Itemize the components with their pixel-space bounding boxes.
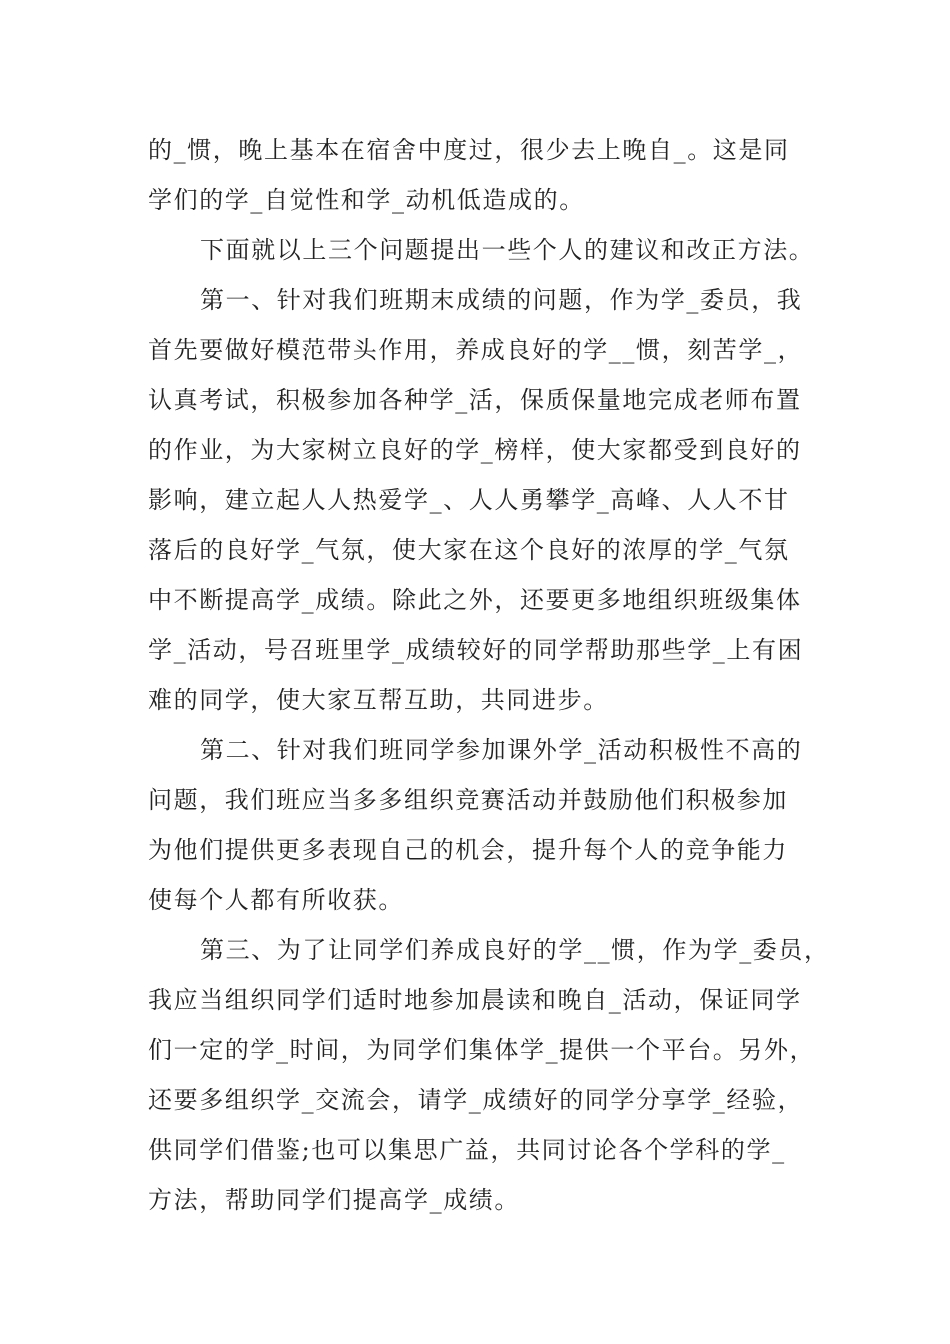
text-line: 方法，帮助同学们提高学_成绩。 xyxy=(148,1186,520,1214)
text-line: 学们的学_自觉性和学_动机低造成的。 xyxy=(148,186,585,214)
text-line: 学_活动，号召班里学_成绩较好的同学帮助那些学_上有困 xyxy=(148,636,804,664)
text-line: 难的同学，使大家互帮互助，共同进步。 xyxy=(148,686,609,714)
text-line: 供同学们借鉴;也可以集思广益，共同讨论各个学科的学_ xyxy=(148,1136,786,1164)
text-line: 下面就以上三个问题提出一些个人的建议和改正方法。 xyxy=(200,236,815,264)
text-line: 落后的良好学_气氛，使大家在这个良好的浓厚的学_气氛 xyxy=(148,536,790,564)
text-line: 的作业，为大家树立良好的学_榜样，使大家都受到良好的 xyxy=(148,436,802,464)
text-line: 认真考试，积极参加各种学_活，保质保量地完成老师布置 xyxy=(148,386,802,414)
text-line: 们一定的学_时间，为同学们集体学_提供一个平台。另外， xyxy=(148,1036,816,1064)
text-line: 问题，我们班应当多多组织竞赛活动并鼓励他们积极参加 xyxy=(148,786,788,814)
text-line: 第二、针对我们班同学参加课外学_活动积极性不高的 xyxy=(200,736,803,764)
text-line: 影响，建立起人人热爱学_、人人勇攀学_高峰、人人不甘 xyxy=(148,486,790,514)
text-line: 我应当组织同学们适时地参加晨读和晚自_活动，保证同学 xyxy=(148,986,802,1014)
text-line: 中不断提高学_成绩。除此之外，还要更多地组织班级集体 xyxy=(148,586,802,614)
text-line: 使每个人都有所收获。 xyxy=(148,886,404,914)
text-line: 为他们提供更多表现自己的机会，提升每个人的竞争能力 xyxy=(148,836,788,864)
text-line: 的_惯，晚上基本在宿舍中度过，很少去上晚自_。这是同 xyxy=(148,136,790,164)
text-line: 首先要做好模范带头作用，养成良好的学__惯，刻苦学_， xyxy=(148,336,804,364)
text-line: 还要多组织学_交流会，请学_成绩好的同学分享学_经验， xyxy=(148,1086,804,1114)
text-line: 第三、为了让同学们养成良好的学__惯，作为学_委员， xyxy=(200,936,830,964)
text-line: 第一、针对我们班期末成绩的问题，作为学_委员，我 xyxy=(200,286,803,314)
